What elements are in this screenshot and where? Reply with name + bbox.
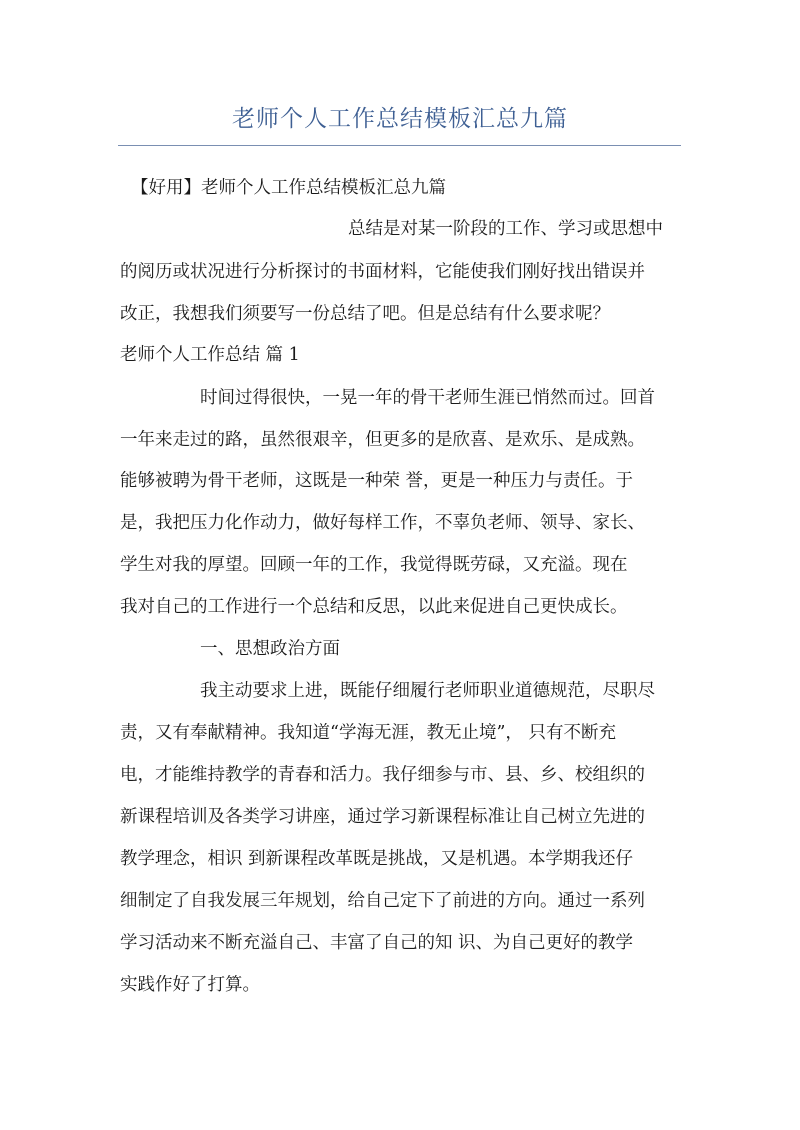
paragraph-1-line-6: 我对自己的工作进行一个总结和反思，以此来促进自己更快成长。	[120, 597, 628, 617]
intro-line-2: 的阅历或状况进行分析探讨的书面材料，它能使我们刚好找出错误并	[120, 262, 645, 282]
paragraph-2-line-7: 学习活动来不断充溢自己、丰富了自己的知 识、为自己更好的教学	[120, 933, 634, 953]
paragraph-2-line-8: 实践作好了打算。	[120, 975, 260, 995]
paragraph-2-line-5: 教学理念，相识 到新课程改革既是挑战，又是机遇。本学期我还仔	[120, 849, 634, 869]
paragraph-2-line-6: 细制定了自我发展三年规划，给自己定下了前进的方向。通过一系列	[120, 891, 645, 911]
subsection-heading-1: 一、思想政治方面	[200, 639, 340, 659]
paragraph-2-line-3: 电，才能维持教学的青春和活力。我仔细参与市、县、乡、校组织的	[120, 765, 645, 785]
title-underline	[118, 145, 681, 146]
paragraph-2-line-1: 我主动要求上进，既能仔细履行老师职业道德规范，尽职尽	[200, 681, 655, 701]
subtitle-line: 【好用】老师个人工作总结模板汇总九篇	[131, 178, 446, 198]
paragraph-1-line-4: 是，我把压力化作动力，做好每样工作，不辜负老师、领导、家长、	[120, 513, 645, 533]
intro-line-3: 改正，我想我们须要写一份总结了吧。但是总结有什么要求呢？	[120, 304, 610, 324]
paragraph-1-line-3: 能够被聘为骨干老师，这既是一种荣 誉，更是一种压力与责任。于	[120, 471, 634, 491]
intro-line-1: 总结是对某一阶段的工作、学习或思想中	[348, 219, 663, 239]
paragraph-1-line-2: 一年来走过的路，虽然很艰辛，但更多的是欣喜、是欢乐、是成熟。	[120, 430, 645, 450]
paragraph-2-line-2: 责，又有奉献精神。我知道“学海无涯，教无止境”， 只有不断充	[120, 723, 616, 743]
paragraph-1-line-1: 时间过得很快，一晃一年的骨干老师生涯已悄然而过。回首	[200, 388, 655, 408]
paragraph-1-line-5: 学生对我的厚望。回顾一年的工作，我觉得既劳碌，又充溢。现在	[120, 555, 628, 575]
section-heading-1: 老师个人工作总结 篇 1	[120, 345, 300, 365]
document-title: 老师个人工作总结模板汇总九篇	[232, 106, 568, 132]
paragraph-2-line-4: 新课程培训及各类学习讲座，通过学习新课程标准让自己树立先进的	[120, 807, 645, 827]
